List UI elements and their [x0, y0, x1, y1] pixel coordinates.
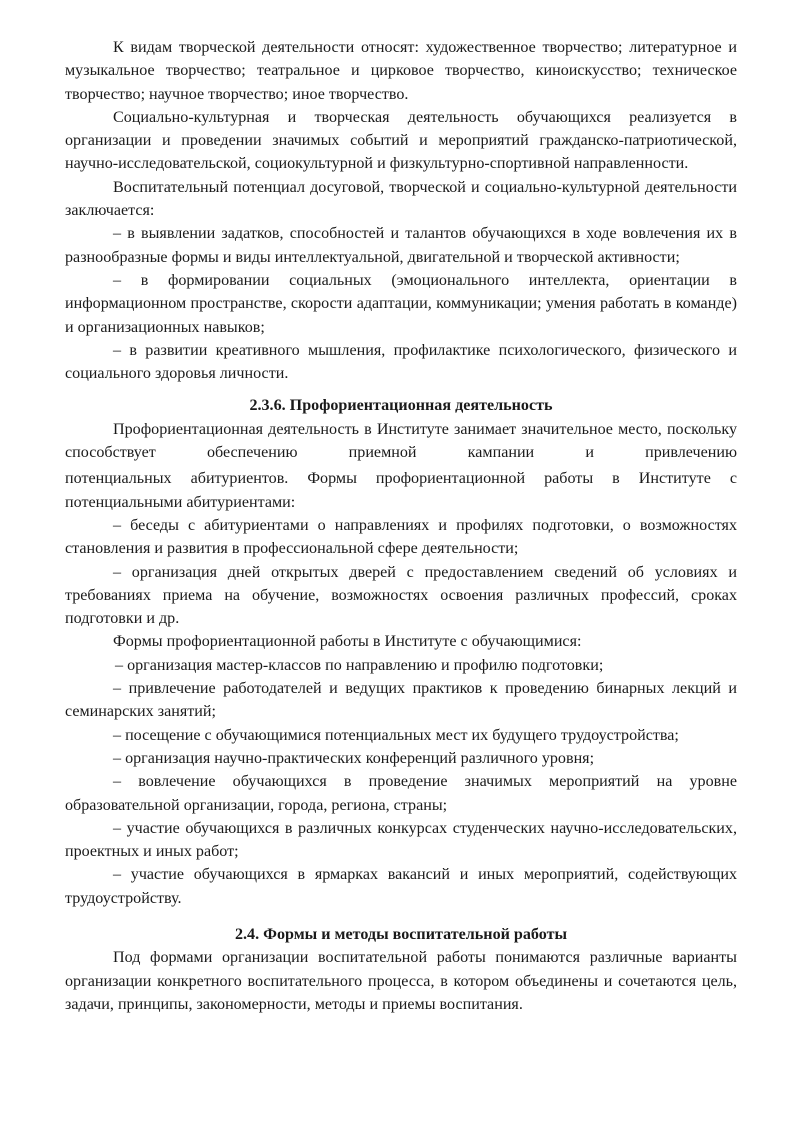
paragraph-forms-definition: Под формами организации воспитательной работы понимаются различные варианты организации конкретного воспитательного процесса, в котором объединены и сочетаются цель, задачи, принципы, закономерности, методы и приемы воспитания.: [65, 949, 737, 1013]
list-item: – в выявлении задатков, способностей и талантов обучающихся в ходе вовлечения их в разнообразные формы и виды интеллектуальной, двигательной и творческой активности;: [65, 225, 737, 266]
list-item: – в формировании социальных (эмоционального интеллекта, ориентации в информационном пространстве, скорости адаптации, коммуникации; умения работать в команде) и организационных навыков;: [65, 271, 737, 336]
section-heading-2-3-6: 2.3.6. Профориентационная деятельность: [249, 397, 553, 415]
list-item: – участие обучающихся в ярмарках вакансий и иных мероприятий, содействующих трудоустройству.: [65, 866, 737, 907]
paragraph-potential: Воспитательный потенциал досуговой, творческой и социально-культурной деятельности заключается:: [65, 178, 737, 220]
list-item: – в развитии креативного мышления, профилактике психологического, физического и социального здоровья личности.: [65, 341, 737, 383]
list-item: – привлечение работодателей и ведущих практиков к проведению бинарных лекций и семинарских занятий;: [65, 680, 737, 721]
paragraph-career-guidance-intro: Профориентационная деятельность в Институте занимает значительное место, поскольку способствует обеспечению приемной кампании и привлечению: [65, 420, 737, 462]
list-item: – посещение с обучающимися потенциальных мест их будущего трудоустройства;: [113, 726, 679, 744]
document-page: [65, 36, 737, 1016]
list-item: – участие обучающихся в различных конкурсах студенческих научно-исследовательских, проектных и иных работ;: [65, 819, 737, 861]
list-item: – организация научно-практических конференций различного уровня;: [113, 749, 595, 767]
section-heading-2-4: 2.4. Формы и методы воспитательной работы: [234, 925, 568, 943]
list-item: – беседы с абитуриентами о направлениях и профилях подготовки, о возможностях становления и развития в профессиональной сфере деятельности;: [65, 516, 737, 558]
paragraph-sociocultural: Социально-культурная и творческая деятельность обучающихся реализуется в организации и проведении значимых событий и мероприятий гражданско-патриотической, научно-исследовательской, социокультурной и физкультурно-спортивной направленности.: [65, 108, 737, 173]
list-item: – организация дней открытых дверей с предоставлением сведений об условиях и требованиях приема на обучение, возможностях освоения различных профессий, сроках подготовки и др.: [65, 563, 737, 628]
list-item: – организация мастер-классов по направлению и профилю подготовки;: [115, 656, 604, 674]
paragraph-career-guidance-forms: потенциальных абитуриентов. Формы профориентационной работы в Институте с потенциальными абитуриентами:: [65, 470, 737, 511]
paragraph-students-forms: Формы профориентационной работы в Институте с обучающимися:: [113, 633, 582, 651]
list-item: – вовлечение обучающихся в проведение значимых мероприятий на уровне образовательной организации, города, региона, страны;: [65, 773, 737, 814]
paragraph-creative-types: К видам творческой деятельности относят: художественное творчество; литературное и музыкальное творчество; театральное и цирковое творчество, киноискусство; техническое творчество; научное творчество; иное творчество.: [65, 39, 737, 103]
